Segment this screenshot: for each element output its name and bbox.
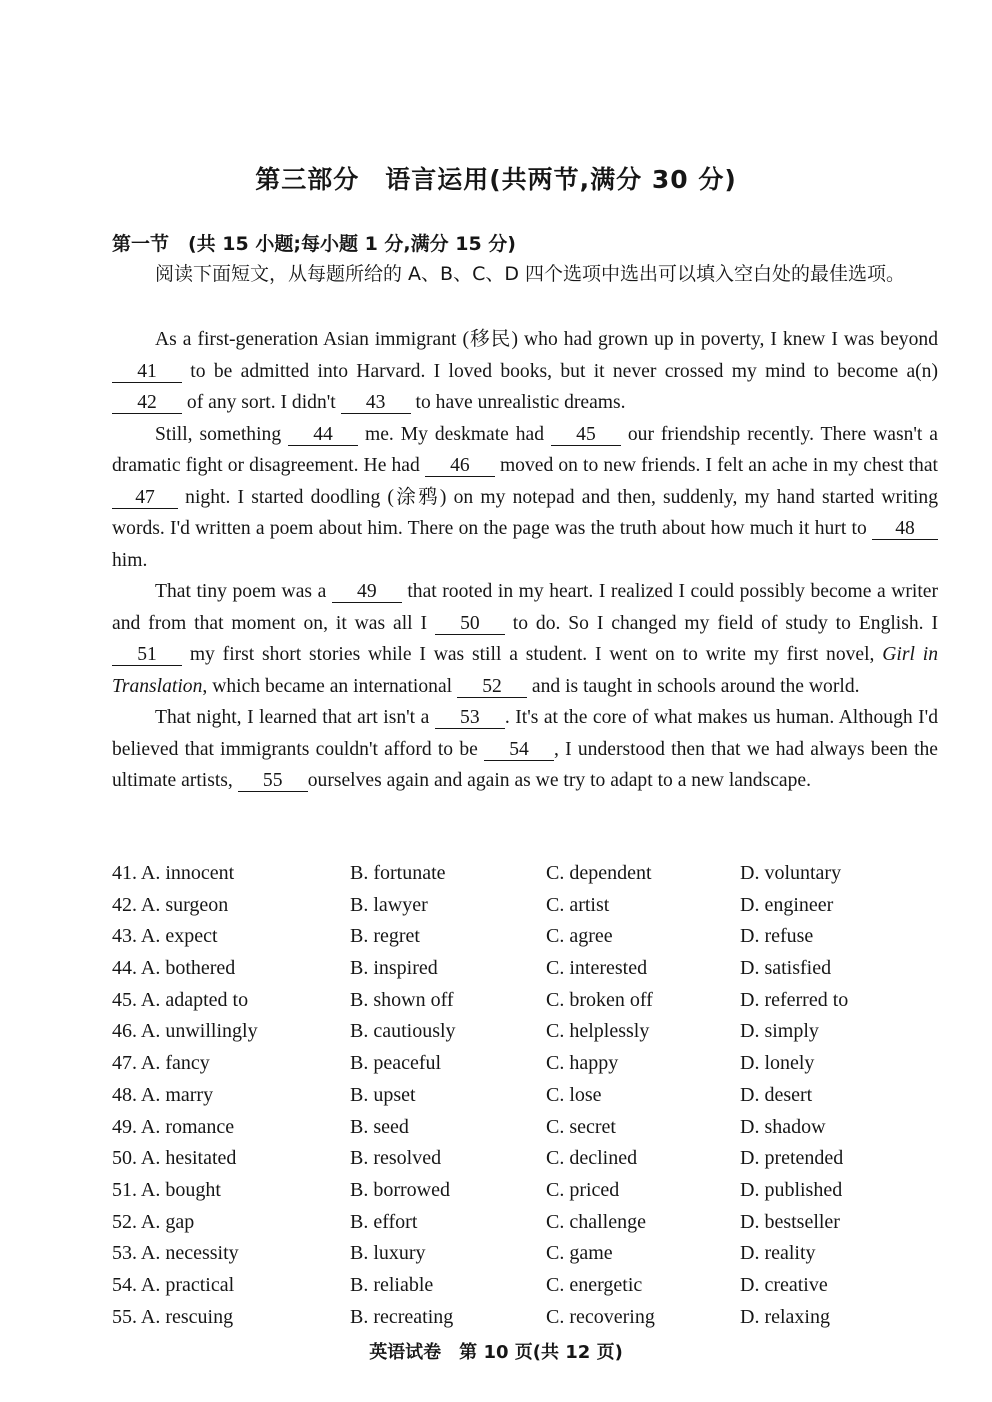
option-d: D. engineer (740, 893, 834, 916)
option-b: B. regret (350, 925, 420, 948)
blank-51: 51 (112, 645, 182, 666)
option-d: D. published (740, 1178, 843, 1201)
passage-text: to do. So I changed my field of study to English. I (504, 612, 938, 634)
option-c: C. priced (546, 1178, 620, 1201)
option-d: D. pretended (740, 1147, 844, 1170)
passage-text: him. (112, 549, 148, 571)
paragraph-2 (112, 419, 938, 577)
option-row-54 (112, 1274, 942, 1306)
option-c: C. declined (546, 1147, 638, 1170)
option-a: 44. A. bothered (112, 957, 236, 980)
novel-title: Girl in Translation (112, 644, 938, 697)
option-b: B. inspired (350, 957, 438, 980)
blank-44: 44 (288, 425, 358, 446)
option-d: D. bestseller (740, 1210, 840, 1233)
passage-text: As a first-generation Asian immigrant (移民) who had grown up in poverty, I knew I was beyond (155, 329, 938, 350)
instructions: 阅读下面短文，从每题所给的 A、B、C、D 四个选项中选出可以填入空白处的最佳选项。 (155, 263, 906, 285)
option-a: 48. A. marry (112, 1083, 214, 1106)
passage-text: , which became an international (202, 675, 458, 697)
option-c: C. helplessly (546, 1020, 650, 1043)
blank-43: 43 (341, 393, 411, 414)
passage-text: that rooted in my heart. I realized I could possibly become a writer and from that moment on, it was all I (112, 581, 938, 634)
option-b: B. effort (350, 1210, 418, 1233)
option-row-53 (112, 1242, 942, 1274)
option-b: B. fortunate (350, 862, 446, 884)
option-c: C. challenge (546, 1210, 646, 1233)
paragraph-3 (112, 576, 938, 702)
option-a: 43. A. expect (112, 925, 218, 948)
passage-text: Still, something (155, 423, 289, 445)
option-c: C. agree (546, 925, 613, 948)
option-row-48 (112, 1084, 942, 1116)
blank-48: 48 (872, 519, 938, 540)
option-row-49 (112, 1116, 942, 1148)
option-c: C. game (546, 1242, 613, 1265)
blank-41: 41 (112, 362, 182, 383)
blank-50: 50 (435, 614, 505, 635)
cloze-passage (112, 324, 938, 797)
option-b: B. resolved (350, 1147, 442, 1170)
page-footer: 英语试卷 第 10 页(共 12 页) (369, 1342, 623, 1363)
option-d: D. desert (740, 1083, 813, 1106)
passage-text: to be admitted into Harvard. I loved books, but it never crossed my mind to become a(n) (182, 360, 938, 382)
passage-text: my first short stories while I was still a student. I went on to write my first novel, (182, 644, 883, 665)
option-d: D. voluntary (740, 862, 842, 884)
option-c: C. interested (546, 957, 648, 980)
passage-text: of any sort. I didn't (182, 392, 341, 413)
option-b: B. recreating (350, 1305, 454, 1328)
paragraph-1 (112, 324, 938, 419)
option-c: C. energetic (546, 1273, 643, 1296)
passage-text: . It's at the core of what makes us human. Although I'd believed that immigrants couldn't afford to be (112, 707, 939, 760)
option-b: B. luxury (350, 1242, 426, 1265)
option-a: 41. A. innocent (112, 862, 235, 884)
option-d: D. refuse (740, 925, 814, 948)
option-c: C. dependent (546, 862, 652, 884)
option-b: B. shown off (350, 988, 454, 1011)
option-d: D. relaxing (740, 1305, 830, 1328)
answer-options (112, 862, 942, 1337)
option-d: D. satisfied (740, 957, 832, 980)
option-a: 55. A. rescuing (112, 1305, 234, 1328)
passage-text: me. My deskmate had (358, 423, 551, 445)
blank-49: 49 (332, 582, 402, 603)
option-row-51 (112, 1179, 942, 1211)
option-row-42 (112, 894, 942, 926)
option-b: B. upset (350, 1083, 416, 1106)
option-a: 52. A. gap (112, 1210, 195, 1233)
blank-54: 54 (484, 740, 554, 761)
option-a: 50. A. hesitated (112, 1147, 237, 1170)
option-a: 42. A. surgeon (112, 893, 229, 916)
option-row-46 (112, 1020, 942, 1052)
blank-45: 45 (551, 425, 621, 446)
option-c: C. happy (546, 1052, 619, 1075)
option-a: 53. A. necessity (112, 1242, 239, 1265)
option-row-52 (112, 1211, 942, 1243)
option-d: D. creative (740, 1273, 828, 1296)
option-c: C. broken off (546, 988, 653, 1011)
option-b: B. peaceful (350, 1052, 442, 1075)
passage-text: , I understood then that we had always been the ultimate artists, (112, 738, 939, 791)
option-a: 45. A. adapted to (112, 988, 249, 1011)
option-a: 47. A. fancy (112, 1052, 210, 1075)
section-heading: 第一节 (共 15 小题;每小题 1 分,满分 15 分) (112, 233, 516, 255)
option-b: B. cautiously (350, 1020, 456, 1043)
blank-55: 55 (238, 771, 308, 792)
option-a: 49. A. romance (112, 1115, 235, 1138)
option-a: 46. A. unwillingly (112, 1020, 258, 1043)
blank-46: 46 (425, 456, 495, 477)
option-d: D. shadow (740, 1115, 826, 1138)
option-d: D. reality (740, 1242, 816, 1265)
passage-text: and is taught in schools around the world. (527, 675, 860, 697)
option-d: D. referred to (740, 988, 849, 1011)
passage-text: moved on to new friends. I felt an ache in my chest that (494, 455, 938, 476)
option-b: B. reliable (350, 1273, 434, 1296)
blank-42: 42 (112, 393, 182, 414)
passage-text: our friendship recently. There wasn't a dramatic fight or disagreement. He had (112, 423, 938, 476)
paragraph-4 (112, 702, 938, 797)
option-row-47 (112, 1052, 942, 1084)
option-d: D. simply (740, 1020, 819, 1043)
passage-text: to have unrealistic dreams. (410, 392, 626, 413)
option-a: 54. A. practical (112, 1273, 235, 1296)
option-d: D. lonely (740, 1052, 815, 1075)
option-row-55 (112, 1306, 942, 1338)
option-row-44 (112, 957, 942, 989)
option-row-50 (112, 1147, 942, 1179)
blank-53: 53 (435, 708, 505, 729)
option-row-41 (112, 862, 942, 894)
option-b: B. seed (350, 1115, 409, 1138)
passage-text: That tiny poem was a (155, 581, 332, 602)
passage-text: ourselves again and again as we try to adapt to a new landscape. (307, 770, 811, 791)
option-b: B. borrowed (350, 1178, 450, 1201)
option-c: C. secret (546, 1115, 616, 1138)
option-c: C. recovering (546, 1305, 655, 1328)
part-title: 第三部分 语言运用(共两节,满分 30 分) (255, 165, 737, 194)
blank-52: 52 (457, 677, 527, 698)
option-c: C. artist (546, 893, 610, 916)
option-c: C. lose (546, 1083, 602, 1106)
option-b: B. lawyer (350, 893, 428, 916)
passage-text: That night, I learned that art isn't a (155, 707, 435, 728)
blank-47: 47 (112, 488, 178, 509)
option-row-45 (112, 989, 942, 1021)
option-a: 51. A. bought (112, 1178, 221, 1201)
passage-text: night. I started doodling (涂鸦) on my notepad and then, suddenly, my hand started writing words. I'd written a poem about him. There on the page was the truth about how much it hurt to (112, 486, 938, 539)
option-row-43 (112, 925, 942, 957)
